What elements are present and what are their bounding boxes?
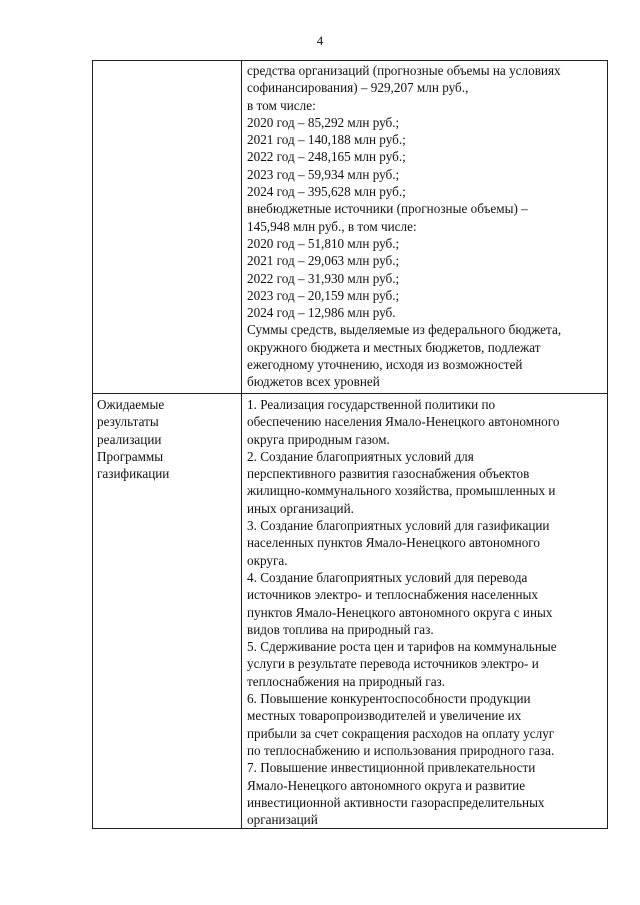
results-content-cell <box>242 394 608 829</box>
text-line: 2020 год – 85,292 млн руб.; <box>247 114 400 130</box>
text-line: ежегодному уточнению, исходя из возможностей <box>247 357 523 373</box>
text-line: перспективного развития газоснабжения объектов <box>247 466 530 482</box>
results-label-line: газификации <box>97 466 170 482</box>
page-number: 4 <box>316 33 324 48</box>
table-row-expected-results <box>93 394 608 829</box>
text-line: инвестиционной активности газораспределительных <box>247 794 545 810</box>
text-line: бюджетов всех уровней <box>247 374 380 390</box>
text-line: по теплоснабжению и использования природного газа. <box>247 742 555 758</box>
program-passport-table <box>92 60 608 829</box>
results-label-cell <box>93 394 242 829</box>
text-line: услуги в результате перевода источников электро- и <box>247 656 539 672</box>
text-line: средства организаций (прогнозные объемы на условиях <box>247 63 561 78</box>
text-line: населенных пунктов Ямало-Ненецкого автономного <box>247 535 540 551</box>
text-line: 5. Сдерживание роста цен и тарифов на коммунальные <box>247 639 557 655</box>
text-line: организаций <box>247 812 318 828</box>
text-line: 2023 год – 20,159 млн руб.; <box>247 287 400 303</box>
results-label-line: реализации <box>97 431 162 447</box>
text-line: видов топлива на природный газ. <box>247 621 434 637</box>
text-line: внебюджетные источники (прогнозные объемы) – <box>247 201 528 217</box>
text-line: окружного бюджета и местных бюджетов, подлежат <box>247 339 541 355</box>
text-line: местных товаропроизводителей и увеличение их <box>247 708 522 724</box>
text-line: 6. Повышение конкурентоспособности продукции <box>247 691 531 707</box>
text-line: источников электро- и теплоснабжения населенных <box>247 587 538 603</box>
text-line: 2020 год – 51,810 млн руб.; <box>247 235 400 251</box>
text-line: 2021 год – 140,188 млн руб.; <box>247 132 406 148</box>
text-line: Ямало-Ненецкого автономного округа и развитие <box>247 777 526 793</box>
results-label-line: Ожидаемые <box>97 397 165 412</box>
results-label-line: результаты <box>97 414 159 430</box>
text-line: 2022 год – 31,930 млн руб.; <box>247 270 400 286</box>
text-line: в том числе: <box>247 97 316 113</box>
text-line: 7. Повышение инвестиционной привлекательности <box>247 760 536 776</box>
text-line: 3. Создание благоприятных условий для газификации <box>247 518 550 534</box>
text-line: иных организаций. <box>247 500 354 516</box>
financing-label-cell <box>93 61 242 394</box>
text-line: 2023 год – 59,934 млн руб.; <box>247 166 400 182</box>
text-line: прибыли за счет сокращения расходов на оплату услуг <box>247 725 555 741</box>
text-line: софинансирования) – 929,207 млн руб., <box>247 80 469 96</box>
text-line: 2024 год – 395,628 млн руб.; <box>247 184 406 200</box>
text-line: 145,948 млн руб., в том числе: <box>247 218 417 234</box>
text-line: 2. Создание благоприятных условий для <box>247 448 474 464</box>
text-line: округа. <box>247 552 288 568</box>
text-line: 2024 год – 12,986 млн руб. <box>247 305 396 321</box>
text-line: жилищно-коммунального хозяйства, промышленных и <box>247 483 556 499</box>
text-line: округа природным газом. <box>247 431 390 447</box>
text-line: 2021 год – 29,063 млн руб.; <box>247 253 400 269</box>
text-line: пунктов Ямало-Ненецкого автономного округа с иных <box>247 604 553 620</box>
text-line: 2022 год – 248,165 млн руб.; <box>247 149 406 165</box>
text-line: обеспечению населения Ямало-Ненецкого автономного <box>247 414 560 430</box>
table-row-financing <box>93 61 608 394</box>
results-label-line: Программы <box>97 448 164 464</box>
text-line: 4. Создание благоприятных условий для перевода <box>247 569 528 585</box>
text-line: 1. Реализация государственной политики по <box>247 397 496 412</box>
text-line: Суммы средств, выделяемые из федерального бюджета, <box>247 322 562 338</box>
text-line: теплоснабжения на природный газ. <box>247 673 446 689</box>
financing-content-cell <box>242 61 608 394</box>
